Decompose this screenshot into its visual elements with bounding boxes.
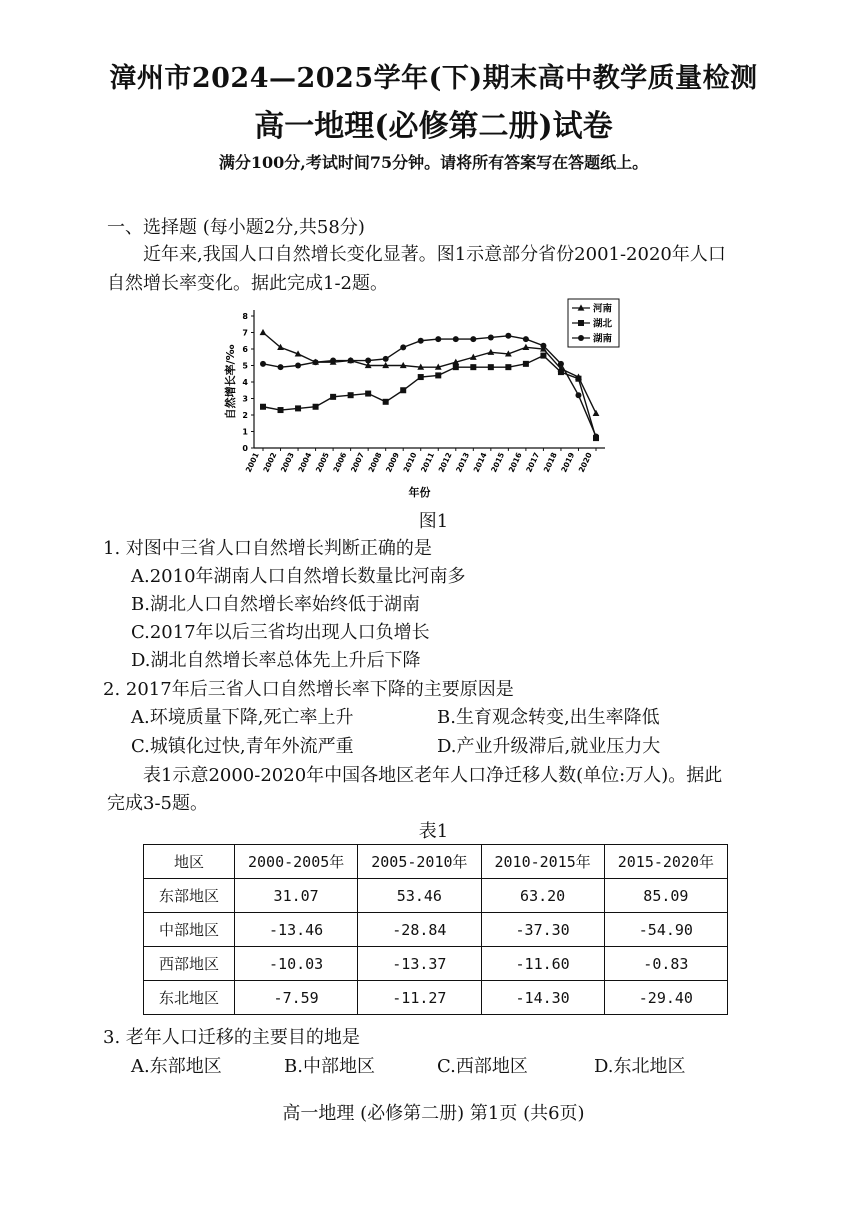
x-tick-label: 2008 bbox=[366, 451, 384, 474]
q2-option-a[interactable]: A.环境质量下降,死亡率上升 bbox=[131, 707, 354, 728]
exam-subtitle: 高一地理(必修第二册)试卷 bbox=[254, 109, 613, 144]
table-cell: -54.90 bbox=[604, 913, 727, 947]
data-point-circle bbox=[400, 344, 406, 350]
data-point-circle bbox=[278, 364, 284, 370]
table-cell: -0.83 bbox=[604, 947, 727, 981]
data-point-square bbox=[470, 364, 476, 370]
data-point-circle bbox=[348, 358, 354, 364]
y-tick-label: 6 bbox=[242, 345, 248, 354]
q3-option-b[interactable]: B.中部地区 bbox=[284, 1056, 375, 1077]
x-tick-label: 2010 bbox=[401, 451, 419, 474]
page-footer: 高一地理 (必修第二册) 第1页 (共6页) bbox=[282, 1103, 585, 1124]
data-point-square bbox=[278, 407, 284, 413]
data-point-square bbox=[435, 372, 441, 378]
data-point-circle bbox=[418, 338, 424, 344]
data-point-square bbox=[348, 392, 354, 398]
y-tick-label: 4 bbox=[242, 378, 248, 387]
table-row bbox=[144, 981, 728, 1015]
data-point-circle bbox=[260, 361, 266, 367]
data-point-circle bbox=[575, 392, 581, 398]
data-point-circle bbox=[313, 359, 319, 365]
x-tick-label: 2005 bbox=[313, 451, 331, 474]
data-point-square bbox=[575, 376, 581, 382]
data-point-circle bbox=[383, 356, 389, 362]
data-point-circle bbox=[365, 358, 371, 364]
x-tick-label: 2011 bbox=[419, 451, 437, 474]
data-point-square bbox=[400, 387, 406, 393]
q2-option-d[interactable]: D.产业升级滞后,就业压力大 bbox=[437, 736, 661, 757]
y-tick-label: 2 bbox=[242, 411, 248, 420]
x-tick-label: 2018 bbox=[541, 451, 559, 474]
x-tick-label: 2019 bbox=[559, 451, 577, 474]
table-header-row bbox=[144, 845, 728, 879]
data-point-circle bbox=[523, 336, 529, 342]
table-cell: 西部地区 bbox=[144, 947, 235, 981]
data-point-triangle bbox=[593, 410, 600, 416]
x-tick-label: 2012 bbox=[436, 451, 454, 474]
q3-option-c[interactable]: C.西部地区 bbox=[437, 1056, 528, 1077]
table-caption: 表1 bbox=[418, 821, 449, 842]
data-point-square bbox=[260, 404, 266, 410]
data-point-square bbox=[365, 391, 371, 397]
intro-1-line-2: 自然增长率变化。据此完成1-2题。 bbox=[107, 273, 388, 294]
table-cell: -7.59 bbox=[235, 981, 358, 1015]
table-header-cell: 2005-2010年 bbox=[358, 845, 481, 879]
table-cell: -10.03 bbox=[235, 947, 358, 981]
data-point-circle bbox=[488, 334, 494, 340]
y-tick-label: 1 bbox=[242, 427, 248, 437]
table-cell: 85.09 bbox=[604, 879, 727, 913]
data-point-circle bbox=[453, 336, 459, 342]
y-tick-label: 8 bbox=[242, 312, 248, 321]
table-cell: 中部地区 bbox=[144, 913, 235, 947]
table-row bbox=[144, 913, 728, 947]
x-tick-label: 2002 bbox=[261, 451, 279, 474]
x-tick-label: 2003 bbox=[278, 451, 296, 474]
data-point-square bbox=[313, 404, 319, 410]
table-cell: -29.40 bbox=[604, 981, 727, 1015]
legend-label: 河南 bbox=[593, 303, 613, 315]
data-point-circle bbox=[505, 333, 511, 339]
y-tick-label: 0 bbox=[242, 444, 248, 453]
legend-marker bbox=[578, 320, 584, 326]
q1-option-a[interactable]: A.2010年湖南人口自然增长数量比河南多 bbox=[131, 566, 466, 587]
table-header-cell: 2000-2005年 bbox=[235, 845, 358, 879]
table-cell: 53.46 bbox=[358, 879, 481, 913]
x-tick-label: 2013 bbox=[454, 451, 472, 474]
table-row bbox=[144, 947, 728, 981]
section-heading: 一、选择题 (每小题2分,共58分) bbox=[107, 217, 365, 238]
table-cell: -14.30 bbox=[481, 981, 604, 1015]
q3-option-a[interactable]: A.东部地区 bbox=[131, 1056, 222, 1077]
data-point-triangle bbox=[260, 329, 267, 335]
x-tick-label: 2001 bbox=[243, 451, 261, 474]
q3-stem: 3. 老年人口迁移的主要目的地是 bbox=[103, 1027, 360, 1048]
x-tick-label: 2020 bbox=[576, 451, 594, 474]
table-cell: -28.84 bbox=[358, 913, 481, 947]
data-point-triangle bbox=[522, 344, 529, 350]
table-cell: -13.46 bbox=[235, 913, 358, 947]
data-point-square bbox=[523, 361, 529, 367]
table-cell: 31.07 bbox=[235, 879, 358, 913]
table-cell: 东部地区 bbox=[144, 879, 235, 913]
x-axis-label: 年份 bbox=[408, 486, 431, 499]
table-header-cell: 地区 bbox=[144, 845, 235, 879]
x-tick-label: 2004 bbox=[296, 451, 314, 474]
data-point-circle bbox=[295, 363, 301, 369]
table-row bbox=[144, 879, 728, 913]
y-axis-label: 自然增长率/‰ bbox=[224, 344, 237, 420]
data-point-circle bbox=[593, 433, 599, 439]
x-tick-label: 2006 bbox=[331, 451, 349, 474]
data-point-square bbox=[330, 394, 336, 400]
intro-1-line-1: 近年来,我国人口自然增长变化显著。图1示意部分省份2001-2020年人口 bbox=[143, 244, 726, 265]
data-point-square bbox=[453, 364, 459, 370]
q1-option-d[interactable]: D.湖北自然增长率总体先上升后下降 bbox=[131, 650, 421, 671]
data-point-square bbox=[558, 369, 564, 375]
q2-stem: 2. 2017年后三省人口自然增长率下降的主要原因是 bbox=[103, 679, 514, 700]
data-point-square bbox=[505, 364, 511, 370]
x-tick-label: 2017 bbox=[524, 451, 542, 474]
data-point-circle bbox=[470, 336, 476, 342]
q2-option-b[interactable]: B.生育观念转变,出生率降低 bbox=[437, 707, 660, 728]
x-tick-label: 2016 bbox=[506, 451, 524, 474]
data-point-circle bbox=[540, 343, 546, 349]
data-point-square bbox=[418, 374, 424, 380]
data-point-square bbox=[295, 405, 301, 411]
x-tick-label: 2015 bbox=[489, 451, 507, 474]
data-point-square bbox=[383, 399, 389, 405]
legend-label: 湖南 bbox=[593, 333, 613, 345]
q1-stem: 1. 对图中三省人口自然增长判断正确的是 bbox=[103, 538, 432, 559]
data-point-triangle bbox=[487, 349, 494, 355]
growth-rate-line-chart bbox=[224, 298, 620, 499]
intro-2-line-2: 完成3-5题。 bbox=[107, 793, 208, 814]
y-tick-label: 7 bbox=[242, 328, 248, 338]
exam-title: 漳州市2024—2025学年(下)期末高中教学质量检测 bbox=[109, 63, 758, 94]
table-header-cell: 2015-2020年 bbox=[604, 845, 727, 879]
legend-label: 湖北 bbox=[593, 318, 613, 330]
x-tick-label: 2014 bbox=[471, 451, 489, 474]
table-cell: 63.20 bbox=[481, 879, 604, 913]
exam-instructions: 满分100分,考试时间75分钟。请将所有答案写在答题纸上。 bbox=[218, 153, 649, 172]
data-point-circle bbox=[435, 336, 441, 342]
y-tick-label: 3 bbox=[242, 394, 248, 404]
data-point-square bbox=[540, 353, 546, 359]
legend-marker bbox=[578, 335, 584, 341]
x-tick-label: 2009 bbox=[384, 451, 402, 474]
q1-option-b[interactable]: B.湖北人口自然增长率始终低于湖南 bbox=[131, 594, 420, 615]
data-point-circle bbox=[330, 358, 336, 364]
data-point-square bbox=[488, 364, 494, 370]
q2-option-c[interactable]: C.城镇化过快,青年外流严重 bbox=[131, 736, 354, 757]
q1-option-c[interactable]: C.2017年以后三省均出现人口负增长 bbox=[131, 622, 430, 643]
data-point-circle bbox=[558, 361, 564, 367]
y-tick-label: 5 bbox=[242, 361, 248, 371]
table-cell: -11.60 bbox=[481, 947, 604, 981]
q3-option-d[interactable]: D.东北地区 bbox=[594, 1056, 686, 1077]
x-tick-label: 2007 bbox=[348, 451, 366, 474]
intro-2-line-1: 表1示意2000-2020年中国各地区老年人口净迁移人数(单位:万人)。据此 bbox=[143, 765, 723, 786]
table-cell: -11.27 bbox=[358, 981, 481, 1015]
table-header-cell: 2010-2015年 bbox=[481, 845, 604, 879]
series-line-square bbox=[263, 356, 596, 439]
figure-caption: 图1 bbox=[418, 511, 449, 532]
table-cell: -13.37 bbox=[358, 947, 481, 981]
table-cell: 东北地区 bbox=[144, 981, 235, 1015]
table-cell: -37.30 bbox=[481, 913, 604, 947]
migration-table bbox=[143, 844, 728, 1015]
